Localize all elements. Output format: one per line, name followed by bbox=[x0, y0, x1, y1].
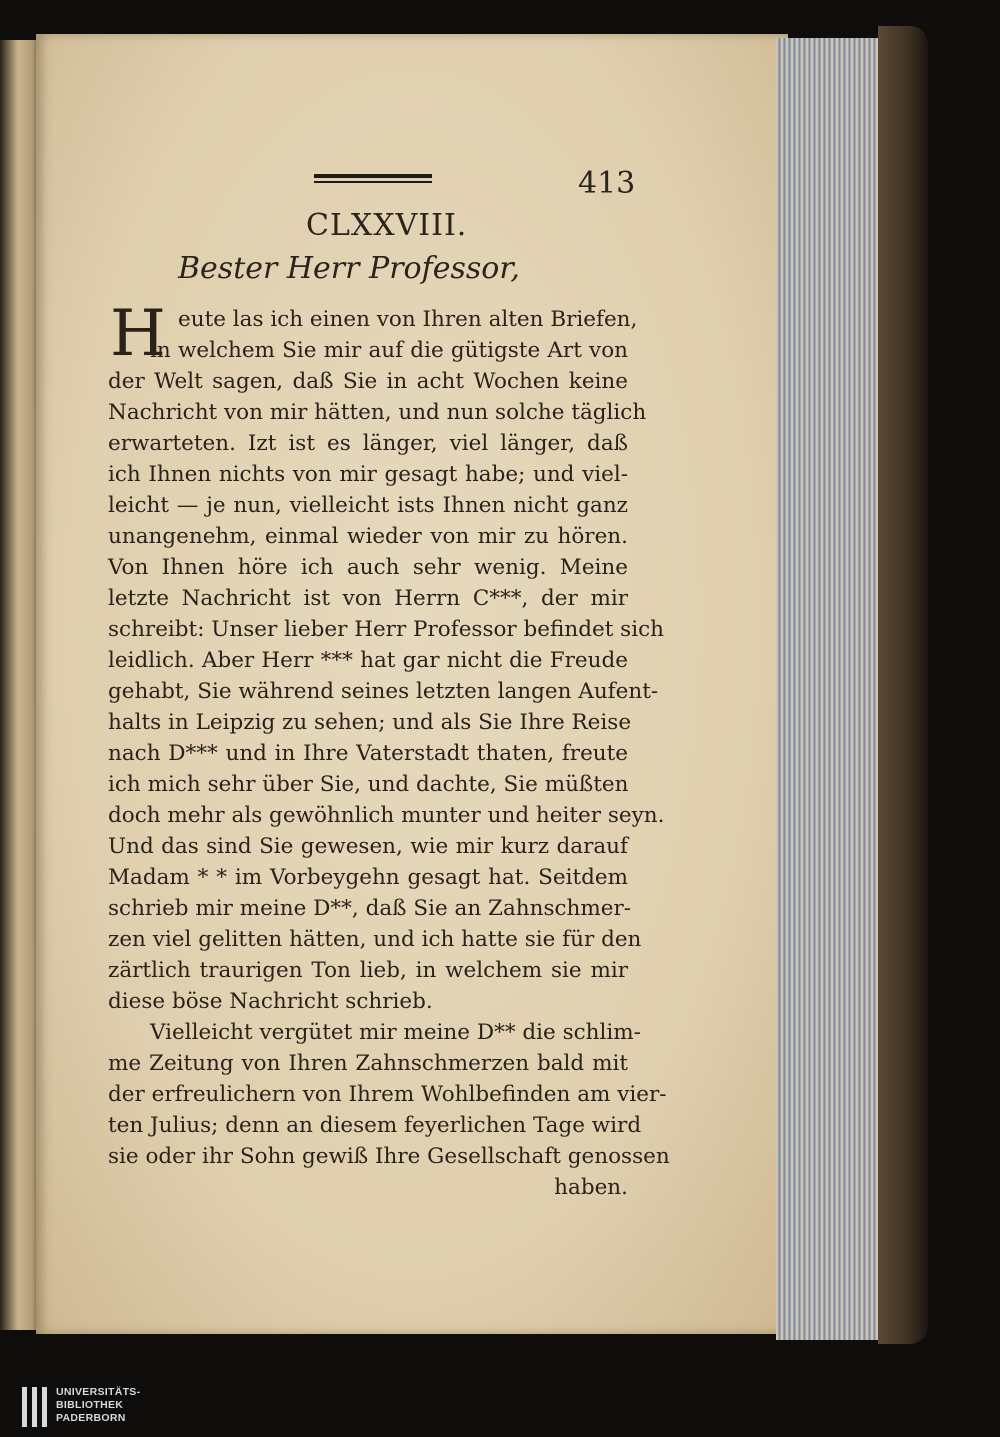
text-line: sie oder ihr Sohn gewiß Ihre Gesellschaft genossen bbox=[108, 1144, 670, 1169]
text-line: der erfreulichern von Ihrem Wohlbefinden am vier- bbox=[108, 1082, 667, 1107]
catchword: haben. bbox=[554, 1175, 628, 1200]
text-line: ich mich sehr über Sie, und dachte, Sie müßten bbox=[108, 772, 629, 797]
text-line: halts in Leipzig zu sehen; und als Sie Ihre Reise bbox=[108, 710, 632, 735]
library-logo-icon bbox=[22, 1387, 48, 1427]
text-line: schreibt: Unser lieber Herr Professor befindet sich bbox=[108, 617, 664, 642]
text-line: gehabt, Sie während seines letzten langen Aufent- bbox=[108, 679, 659, 704]
text-line: schrieb mir meine D**, daß Sie an Zahnschmer- bbox=[108, 896, 632, 921]
text-line: ten Julius; denn an diesem feyerlichen Tage wird bbox=[108, 1113, 642, 1138]
letter-numeral: CLXXVIII. bbox=[306, 208, 468, 243]
text-line: Von Ihnen höre ich auch sehr wenig. Meine bbox=[108, 555, 628, 580]
text-line: nach D*** und in Ihre Vaterstadt thaten, freute bbox=[108, 741, 628, 766]
logo-line: PADERBORN bbox=[56, 1412, 126, 1424]
text-line: letzte Nachricht ist von Herrn C***, der mir bbox=[108, 586, 628, 611]
text-line: Madam * * im Vorbeygehn gesagt hat. Seitdem bbox=[108, 865, 628, 890]
text-line: diese böse Nachricht schrieb. bbox=[108, 989, 433, 1014]
header-rule-thin bbox=[314, 181, 432, 183]
text-line: der Welt sagen, daß Sie in acht Wochen keine bbox=[108, 369, 628, 394]
text-line: leidlich. Aber Herr *** hat gar nicht die Freude bbox=[108, 648, 628, 673]
text-line: leicht — je nun, vielleicht ists Ihnen nicht ganz bbox=[108, 493, 628, 518]
text-line: doch mehr als gewöhnlich munter und heiter seyn. bbox=[108, 803, 665, 828]
text-line: zärtlich traurigen Ton lieb, in welchem sie mir bbox=[108, 958, 628, 983]
footer-bar bbox=[0, 1380, 1000, 1437]
library-logo-text bbox=[56, 1386, 140, 1425]
letter-body bbox=[108, 297, 670, 1203]
text-line: in welchem Sie mir auf die gütigste Art von bbox=[150, 338, 628, 363]
logo-line: UNIVERSITÄTS- bbox=[56, 1386, 141, 1398]
book-cover bbox=[878, 26, 928, 1344]
text-line: eute las ich einen von Ihren alten Briefen, bbox=[178, 307, 638, 332]
text-line: zen viel gelitten hätten, und ich hatte sie für den bbox=[108, 927, 642, 952]
salutation: Bester Herr Professor, bbox=[178, 251, 520, 286]
text-line: ich Ihnen nichts von mir gesagt habe; und viel- bbox=[108, 462, 628, 487]
text-line: Vielleicht vergütet mir meine D** die schlim- bbox=[150, 1020, 641, 1045]
page-number: 413 bbox=[578, 166, 636, 201]
text-line: unangenehm, einmal wieder von mir zu hören. bbox=[108, 524, 628, 549]
header-rule bbox=[314, 174, 432, 178]
drop-cap: H bbox=[110, 297, 166, 371]
left-page-edge bbox=[0, 40, 40, 1330]
logo-line: BIBLIOTHEK bbox=[56, 1399, 124, 1411]
text-line: Nachricht von mir hätten, und nun solche täglich bbox=[108, 400, 647, 425]
text-line: me Zeitung von Ihren Zahnschmerzen bald mit bbox=[108, 1051, 628, 1076]
text-line: Und das sind Sie gewesen, wie mir kurz darauf bbox=[108, 834, 628, 859]
text-line: erwarteten. Izt ist es länger, viel länger, daß bbox=[108, 431, 628, 456]
